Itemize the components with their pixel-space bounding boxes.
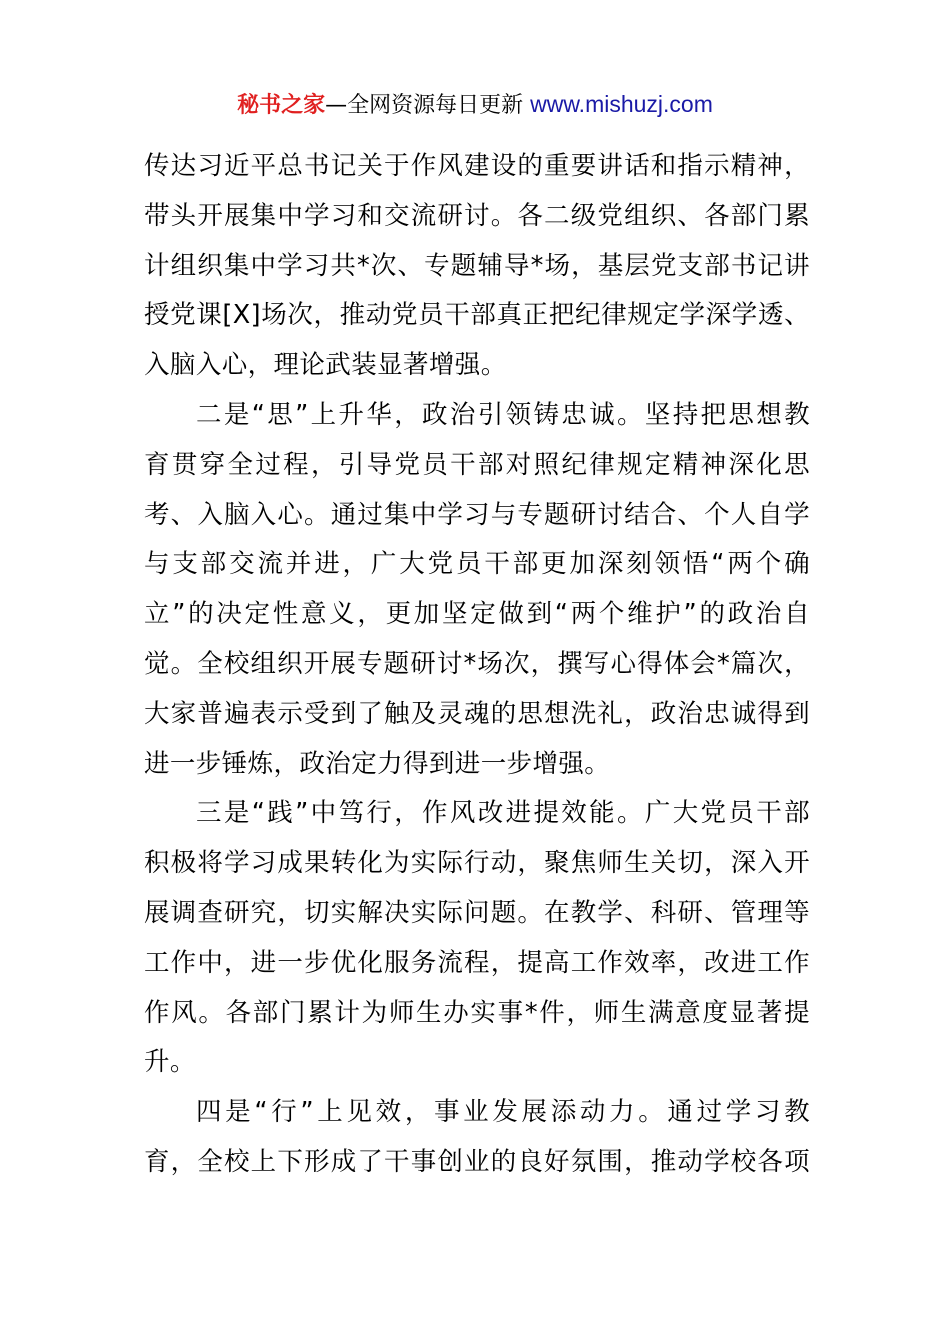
text-line: 传达习近平总书记关于作风建设的重要讲话和指示精神， [144, 151, 810, 181]
text-line: 与支部交流并进，广大党员干部更加深刻领悟“两个确 [144, 549, 810, 580]
text-line: 育，全校上下形成了干事创业的良好氛围，推动学校各项 [144, 1146, 810, 1177]
document-body [144, 146, 810, 1192]
header-tagline: —全网资源每日更新 [325, 93, 531, 118]
text-line: 展调查研究，切实解决实际问题。在教学、科研、管理等 [144, 897, 810, 928]
text-line: 积极将学习成果转化为实际行动，聚焦师生关切，深入开 [144, 848, 810, 879]
page-header [0, 88, 950, 122]
text-line: 工作中，进一步优化服务流程，提高工作效率，改进工作 [144, 947, 810, 978]
text-line: 计组织集中学习共*次、专题辅导*场，基层党支部书记讲 [144, 250, 810, 281]
site-url-link[interactable]: www.mishuzj.com [530, 91, 713, 117]
text-line: 作风。各部门累计为师生办实事*件，师生满意度显著提 [144, 997, 810, 1028]
text-line: 考、入脑入心。通过集中学习与专题研讨结合、个人自学 [144, 499, 810, 530]
text-line: 育贯穿全过程，引导党员干部对照纪律规定精神深化思 [144, 449, 810, 480]
text-line: 四是“行”上见效，事业发展添动力。通过学习教 [196, 1097, 810, 1128]
text-line: 觉。全校组织开展专题研讨*场次，撰写心得体会*篇次， [144, 648, 810, 679]
text-line: 授党课[X]场次，推动党员干部真正把纪律规定学深学透、 [144, 300, 810, 331]
text-line: 进一步锤炼，政治定力得到进一步增强。 [144, 748, 611, 779]
text-line: 三是“践”中笃行，作风改进提效能。广大党员干部 [196, 798, 810, 829]
text-line: 升。 [144, 1047, 196, 1078]
text-line: 大家普遍表示受到了触及灵魂的思想洗礼，政治忠诚得到 [144, 698, 810, 729]
text-line: 二是“思”上升华，政治引领铸忠诚。坚持把思想教 [196, 399, 810, 430]
brand-name: 秘书之家 [237, 93, 326, 118]
text-line: 带头开展集中学习和交流研讨。各二级党组织、各部门累 [144, 200, 810, 231]
text-line: 入脑入心，理论武装显著增强。 [144, 350, 507, 381]
text-line: 立”的决定性意义，更加坚定做到“两个维护”的政治自 [144, 599, 810, 630]
